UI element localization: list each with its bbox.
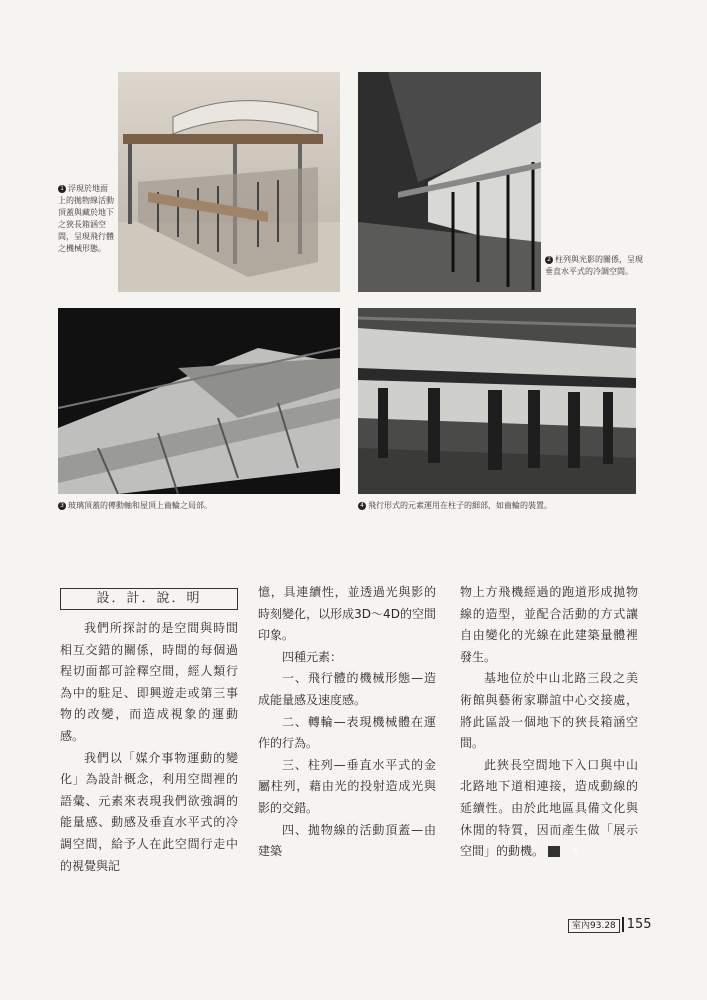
paragraph: 四種元素：: [282, 649, 343, 664]
paragraph: [460, 755, 638, 863]
photo-model-canopy: [118, 72, 340, 292]
paragraph-text: 此狹長空間地下入口與中山北路地下道相連接，造成動線的延續性。由於此地區具備文化與休閒的特質，因而產生做「展示空間」的動機。: [460, 757, 638, 859]
paragraph: 物上方飛機經過的跑道形成拋物線的造型，並配合活動的方式讓自由變化的光線在此建築量體裡發生。: [460, 585, 638, 664]
page-number: 155: [622, 917, 652, 932]
caption-1: 1 浮現於地面上的拋物線活動頂蓋與藏於地下之狹長箱涵空間，呈現飛行體之機械形態。: [58, 184, 114, 253]
text-column-2: [258, 582, 436, 863]
caption-4: 4 飛行形式的元素運用在柱子的細部，如齒輪的裝置。: [358, 500, 636, 512]
caption-bullet-icon: 2: [545, 256, 553, 264]
section-title: 設．計．說．明: [60, 588, 238, 610]
photo-glass-canopy: [58, 308, 340, 494]
end-mark-icon: 室: [548, 846, 560, 857]
paragraph: 四、拋物線的活動頂蓋—由建築: [258, 822, 436, 859]
paragraph: 一、飛行體的機械形態—造成能量感及速度感。: [258, 671, 436, 707]
caption-bullet-icon: 4: [358, 502, 366, 510]
caption-bullet-icon: 1: [58, 185, 66, 193]
journal-label: 室內93.28: [568, 919, 620, 933]
paragraph: 三、柱列—垂直水平式的金屬柱列，藉由光的投射造成光與影的交錯。: [258, 757, 436, 815]
photo-column-detail: [358, 308, 636, 494]
paragraph: 二、轉輪—表現機械體在運作的行為。: [258, 714, 436, 751]
text-column-1: [60, 618, 238, 877]
caption-2: 2 柱列與光影的關係，呈現垂直水平式的冷調空間。: [545, 255, 643, 276]
text-column-3: [460, 582, 638, 863]
caption-3: 3 玻璃頂蓋的傳動軸和屋頂上齒輪之局部。: [58, 500, 340, 512]
paragraph: 憶，具連續性，並透過光與影的時刻變化，以形成3D～4D的空間印象。: [258, 585, 436, 643]
caption-bullet-icon: 3: [58, 502, 66, 510]
paragraph: 我們所探討的是空間與時間相互交錯的關係，時間的每個過程切面都可詮釋空間，經人類行為中的駐足、即興遊走或第三事物的改變，而造成視象的運動感。: [60, 621, 238, 743]
paragraph: 我們以「媒介事物運動的變化」為設計概念，利用空間裡的語彙、元素來表現我們欲強調的能量感、動感及垂直水平式的冷調空間，給予人在此空間行走中的視覺與記: [60, 750, 238, 873]
paragraph: 基地位於中山北路三段之美術館與藝術家聯誼中心交接處，將此區設一個地下的狹長箱涵空間。: [460, 671, 638, 751]
photo-column-corridor: [358, 72, 541, 292]
page-footer: [568, 917, 652, 933]
